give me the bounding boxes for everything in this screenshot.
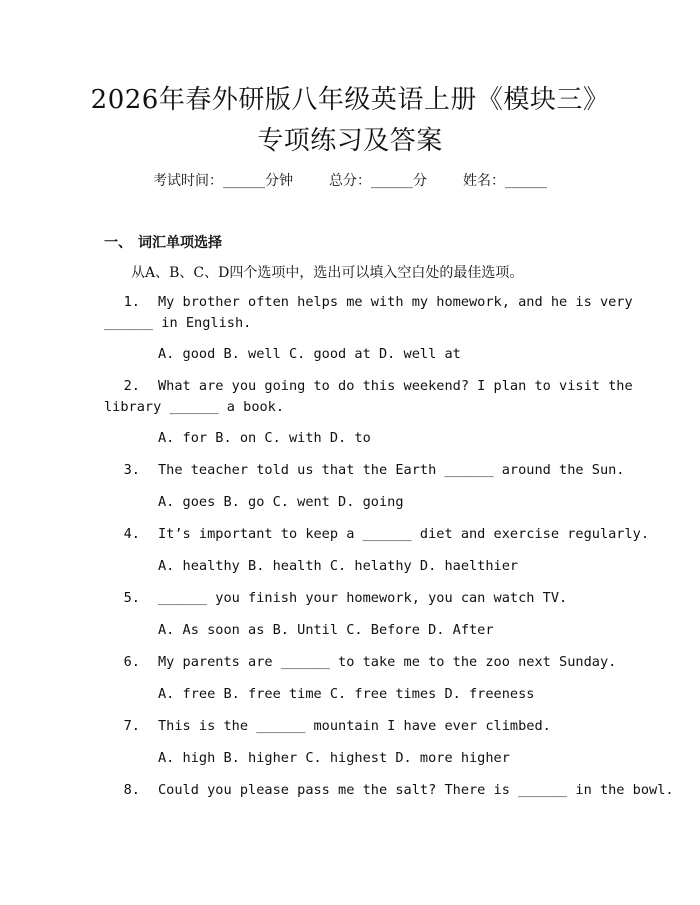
exam-time-label: 考试时间：______分钟 xyxy=(153,173,293,189)
question-options: A. goes B. go C. went D. going xyxy=(158,494,404,510)
question-text: Could you please pass me the salt? There is ______ in the bowl. xyxy=(158,782,674,798)
question-number: 2. xyxy=(123,378,140,394)
question-text: It’s important to keep a ______ diet and exercise regularly. xyxy=(158,526,650,542)
question-options: A. healthy B. health C. helathy D. haelthier xyxy=(158,558,519,574)
question-text-continued: library ______ a book. xyxy=(104,399,285,415)
question-options: A. free B. free time C. free times D. freeness xyxy=(158,686,535,702)
question-text: ______ you finish your homework, you can watch TV. xyxy=(158,590,568,606)
question-options: A. high B. higher C. highest D. more higher xyxy=(158,750,510,766)
section-heading xyxy=(104,232,222,252)
question-text: What are you going to do this weekend? I plan to visit the xyxy=(158,378,633,394)
total-score-label: 总分：______分 xyxy=(329,173,427,189)
section-instruction: 从A、B、C、D四个选项中，选出可以填入空白处的最佳选项。 xyxy=(131,265,524,281)
question-text-continued: ______ in English. xyxy=(104,315,252,331)
question-text: My parents are ______ to take me to the zoo next Sunday. xyxy=(158,654,617,670)
section-title: 词汇单项选择 xyxy=(138,235,222,251)
question-number: 6. xyxy=(123,654,140,670)
student-name-label: 姓名：______ xyxy=(463,173,547,189)
question-text: The teacher told us that the Earth ______ around the Sun. xyxy=(158,462,625,478)
page-title-line-2: 专项练习及答案 xyxy=(257,126,443,156)
question-number: 7. xyxy=(123,718,140,734)
question-number: 1. xyxy=(123,294,140,310)
question-options: A. As soon as B. Until C. Before D. After xyxy=(158,622,494,638)
section-number: 一、 xyxy=(104,235,132,251)
question-text: My brother often helps me with my homework, and he is very xyxy=(158,294,633,310)
question-options: A. for B. on C. with D. to xyxy=(158,430,371,446)
question-number: 4. xyxy=(123,526,140,542)
question-text: This is the ______ mountain I have ever climbed. xyxy=(158,718,551,734)
page-title-line-1: 2026年春外研版八年级英语上册《模块三》 xyxy=(90,85,610,115)
exam-meta xyxy=(0,170,700,190)
question-number: 3. xyxy=(123,462,140,478)
question-number: 8. xyxy=(123,782,140,798)
question-number: 5. xyxy=(123,590,140,606)
question-options: A. good B. well C. good at D. well at xyxy=(158,346,461,362)
